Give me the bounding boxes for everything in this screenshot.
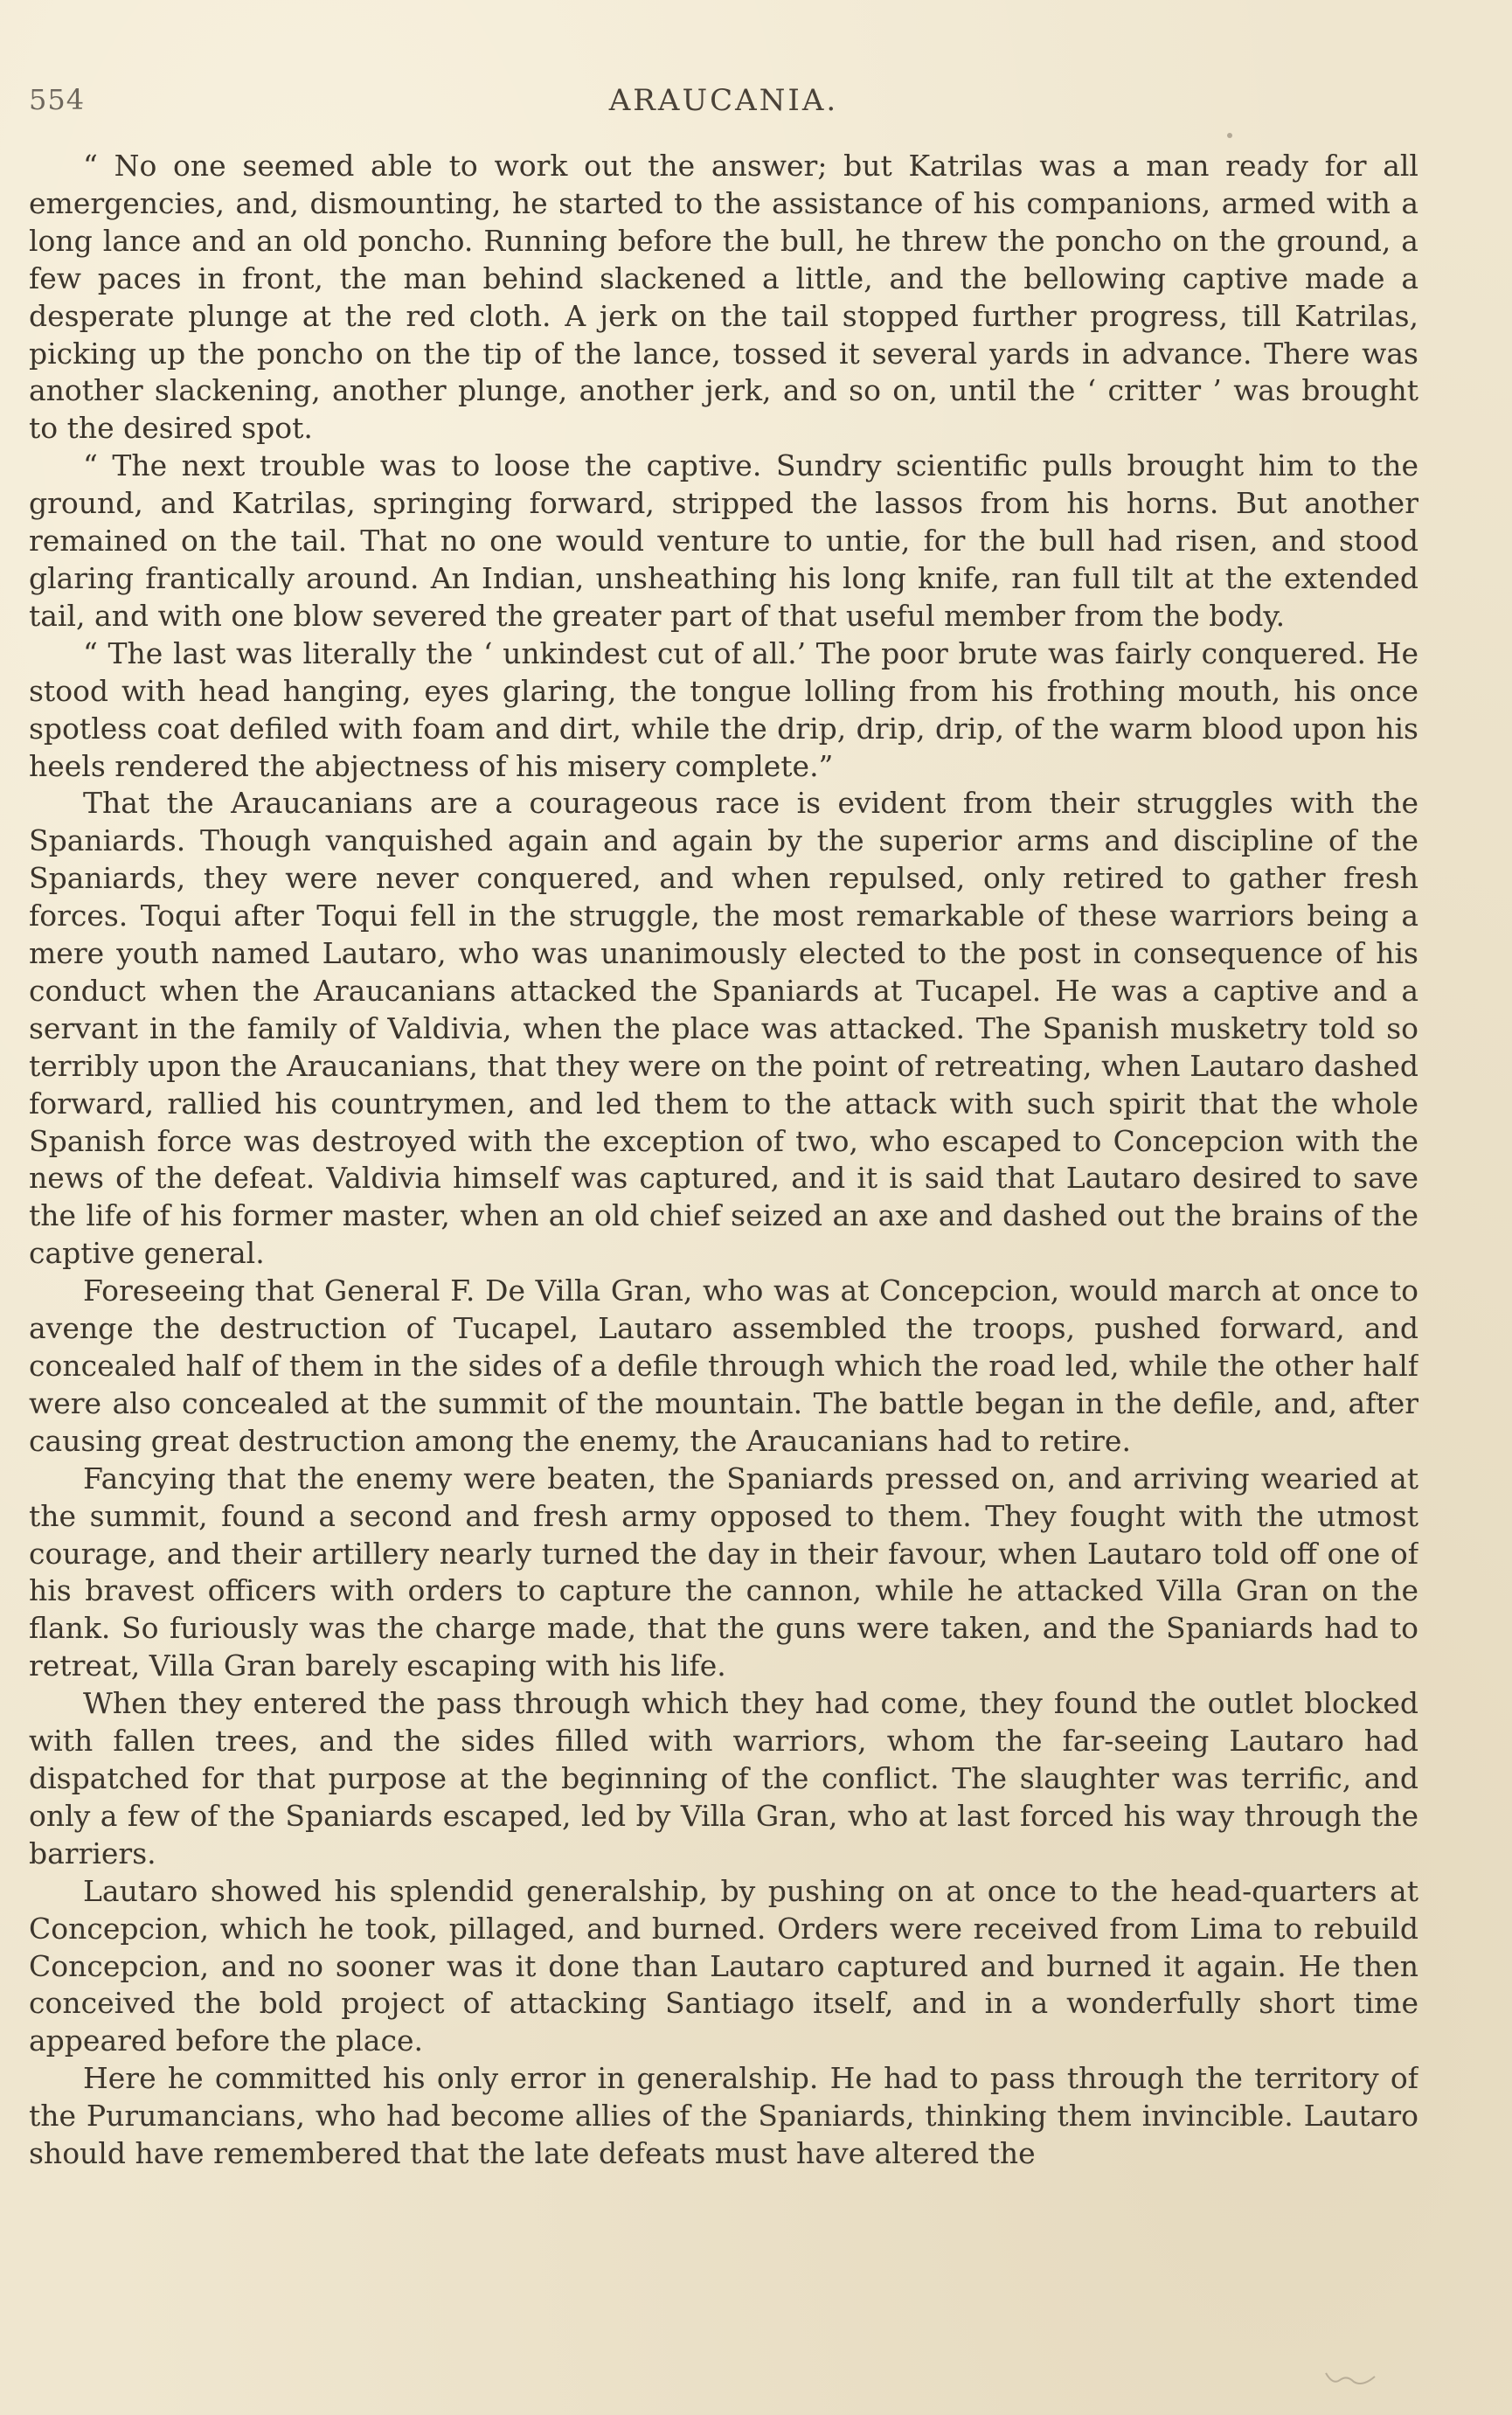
paragraph-purumancians: Here he committed his only error in generalship. He had to pass through the territory of the Purumancians, who had become allies of the Spaniards, thinking them invincible. Lautaro should have remembered that the late defeats must have altered the (29, 2061, 1418, 2171)
paragraph-araucanian-courage: That the Araucanians are a courageous race is evident from their struggles with the Spaniards. Though vanquished again and again by the superior arms and discipline of the Spaniards, they were never conquered, and when repulsed, only retired to gather fresh forces. Toqui after Toqui fell in the struggle, the most remarkable of these warriors being a mere youth named Lautaro, who was unanimously elected to the post in consequence of his conduct when the Araucanians attacked the Spaniards at Tucapel. He was a captive and a servant in the family of Valdivia, when the place was attacked. The Spanish musketry told so terribly upon the Araucanians, that they were on the point of retreating, when Lautaro dashed forward, rallied his countrymen, and led them to the attack with such spirit that the whole Spanish force was destroyed with the exception of two, who escaped to Concepcion with the news of the defeat. Valdivia himself was captured, and it is said that Lautaro desired to save the life of his former master, when an old chief seized an axe and dashed out the brains of the captive general. (29, 786, 1418, 1271)
pencil-mark-icon (1324, 2368, 1377, 2389)
body-text (29, 148, 1418, 2173)
paragraph-loose-captive: “ The next trouble was to loose the captive. Sundry scientific pulls brought him to the ground, and Katrilas, springing forward, stripped the lassos from his horns. But another remained on the tail. That no one would venture to untie, for the bull had risen, and stood glaring frantically around. An Indian, unsheathing his long knife, ran full tilt at the extended tail, and with one blow severed the greater part of that useful member from the body. (29, 448, 1418, 633)
running-title: ARAUCANIA. (608, 83, 839, 118)
paragraph-unkindest-cut: “ The last was literally the ‘ unkindest cut of all.’ The poor brute was fairly conquered. He stood with head hanging, eyes glaring, the tongue lolling from his frothing mouth, his once spotless coat defiled with foam and dirt, while the drip, drip, drip, of the warm blood upon his heels rendered the abjectness of his misery complete.” (29, 635, 1418, 783)
paragraph-katrilas-poncho: “ No one seemed able to work out the answer; but Katrilas was a man ready for all emergencies, and, dismounting, he started to the assistance of his companions, armed with a long lance and an old poncho. Running before the bull, he threw the poncho on the ground, a few paces in front, the man behind slackened a little, and the bellowing captive made a desperate plunge at the red cloth. A jerk on the tail stopped further progress, till Katrilas, picking up the poncho on the tip of the lance, tossed it several yards in advance. There was another slackening, another plunge, another jerk, and so on, until the ‘ critter ’ was brought to the desired spot. (29, 149, 1418, 446)
paragraph-concepcion-burned: Lautaro showed his splendid generalship, by pushing on at once to the head-quarters at Concepcion, which he took, pillaged, and burned. Orders were received from Lima to rebuild Concepcion, and no sooner was it done than Lautaro captured and burned it again. He then conceived the bold project of attacking Santiago itself, and in a wonderfully short time appeared before the place. (29, 1873, 1418, 2058)
running-head (29, 83, 1418, 128)
page-content (29, 83, 1418, 2356)
paragraph-summit-battle: Fancying that the enemy were beaten, the Spaniards pressed on, and arriving wearied at the summit, found a second and fresh army opposed to them. They fought with the utmost courage, and their artillery nearly turned the day in their favour, when Lautaro told off one of his bravest officers with orders to capture the cannon, while he attacked Villa Gran on the flank. So furiously was the charge made, that the guns were taken, and the Spaniards had to retreat, Villa Gran barely escaping with his life. (29, 1461, 1418, 1683)
page-number: 554 (29, 83, 86, 116)
paragraph-blocked-pass: When they entered the pass through which they had come, they found the outlet blocked with fallen trees, and the sides filled with warriors, whom the far-seeing Lautaro had dispatched for that purpose at the beginning of the conflict. The slaughter was terrific, and only a few of the Spaniards escaped, led by Villa Gran, who at last forced his way through the barriers. (29, 1686, 1418, 1870)
paragraph-villa-gran-defile: Foreseeing that General F. De Villa Gran, who was at Concepcion, would march at once to avenge the destruction of Tucapel, Lautaro assembled the troops, pushed forward, and concealed half of them in the sides of a defile through which the road led, while the other half were also concealed at the summit of the mountain. The battle began in the defile, and, after causing great destruction among the enemy, the Araucanians had to retire. (29, 1273, 1418, 1458)
